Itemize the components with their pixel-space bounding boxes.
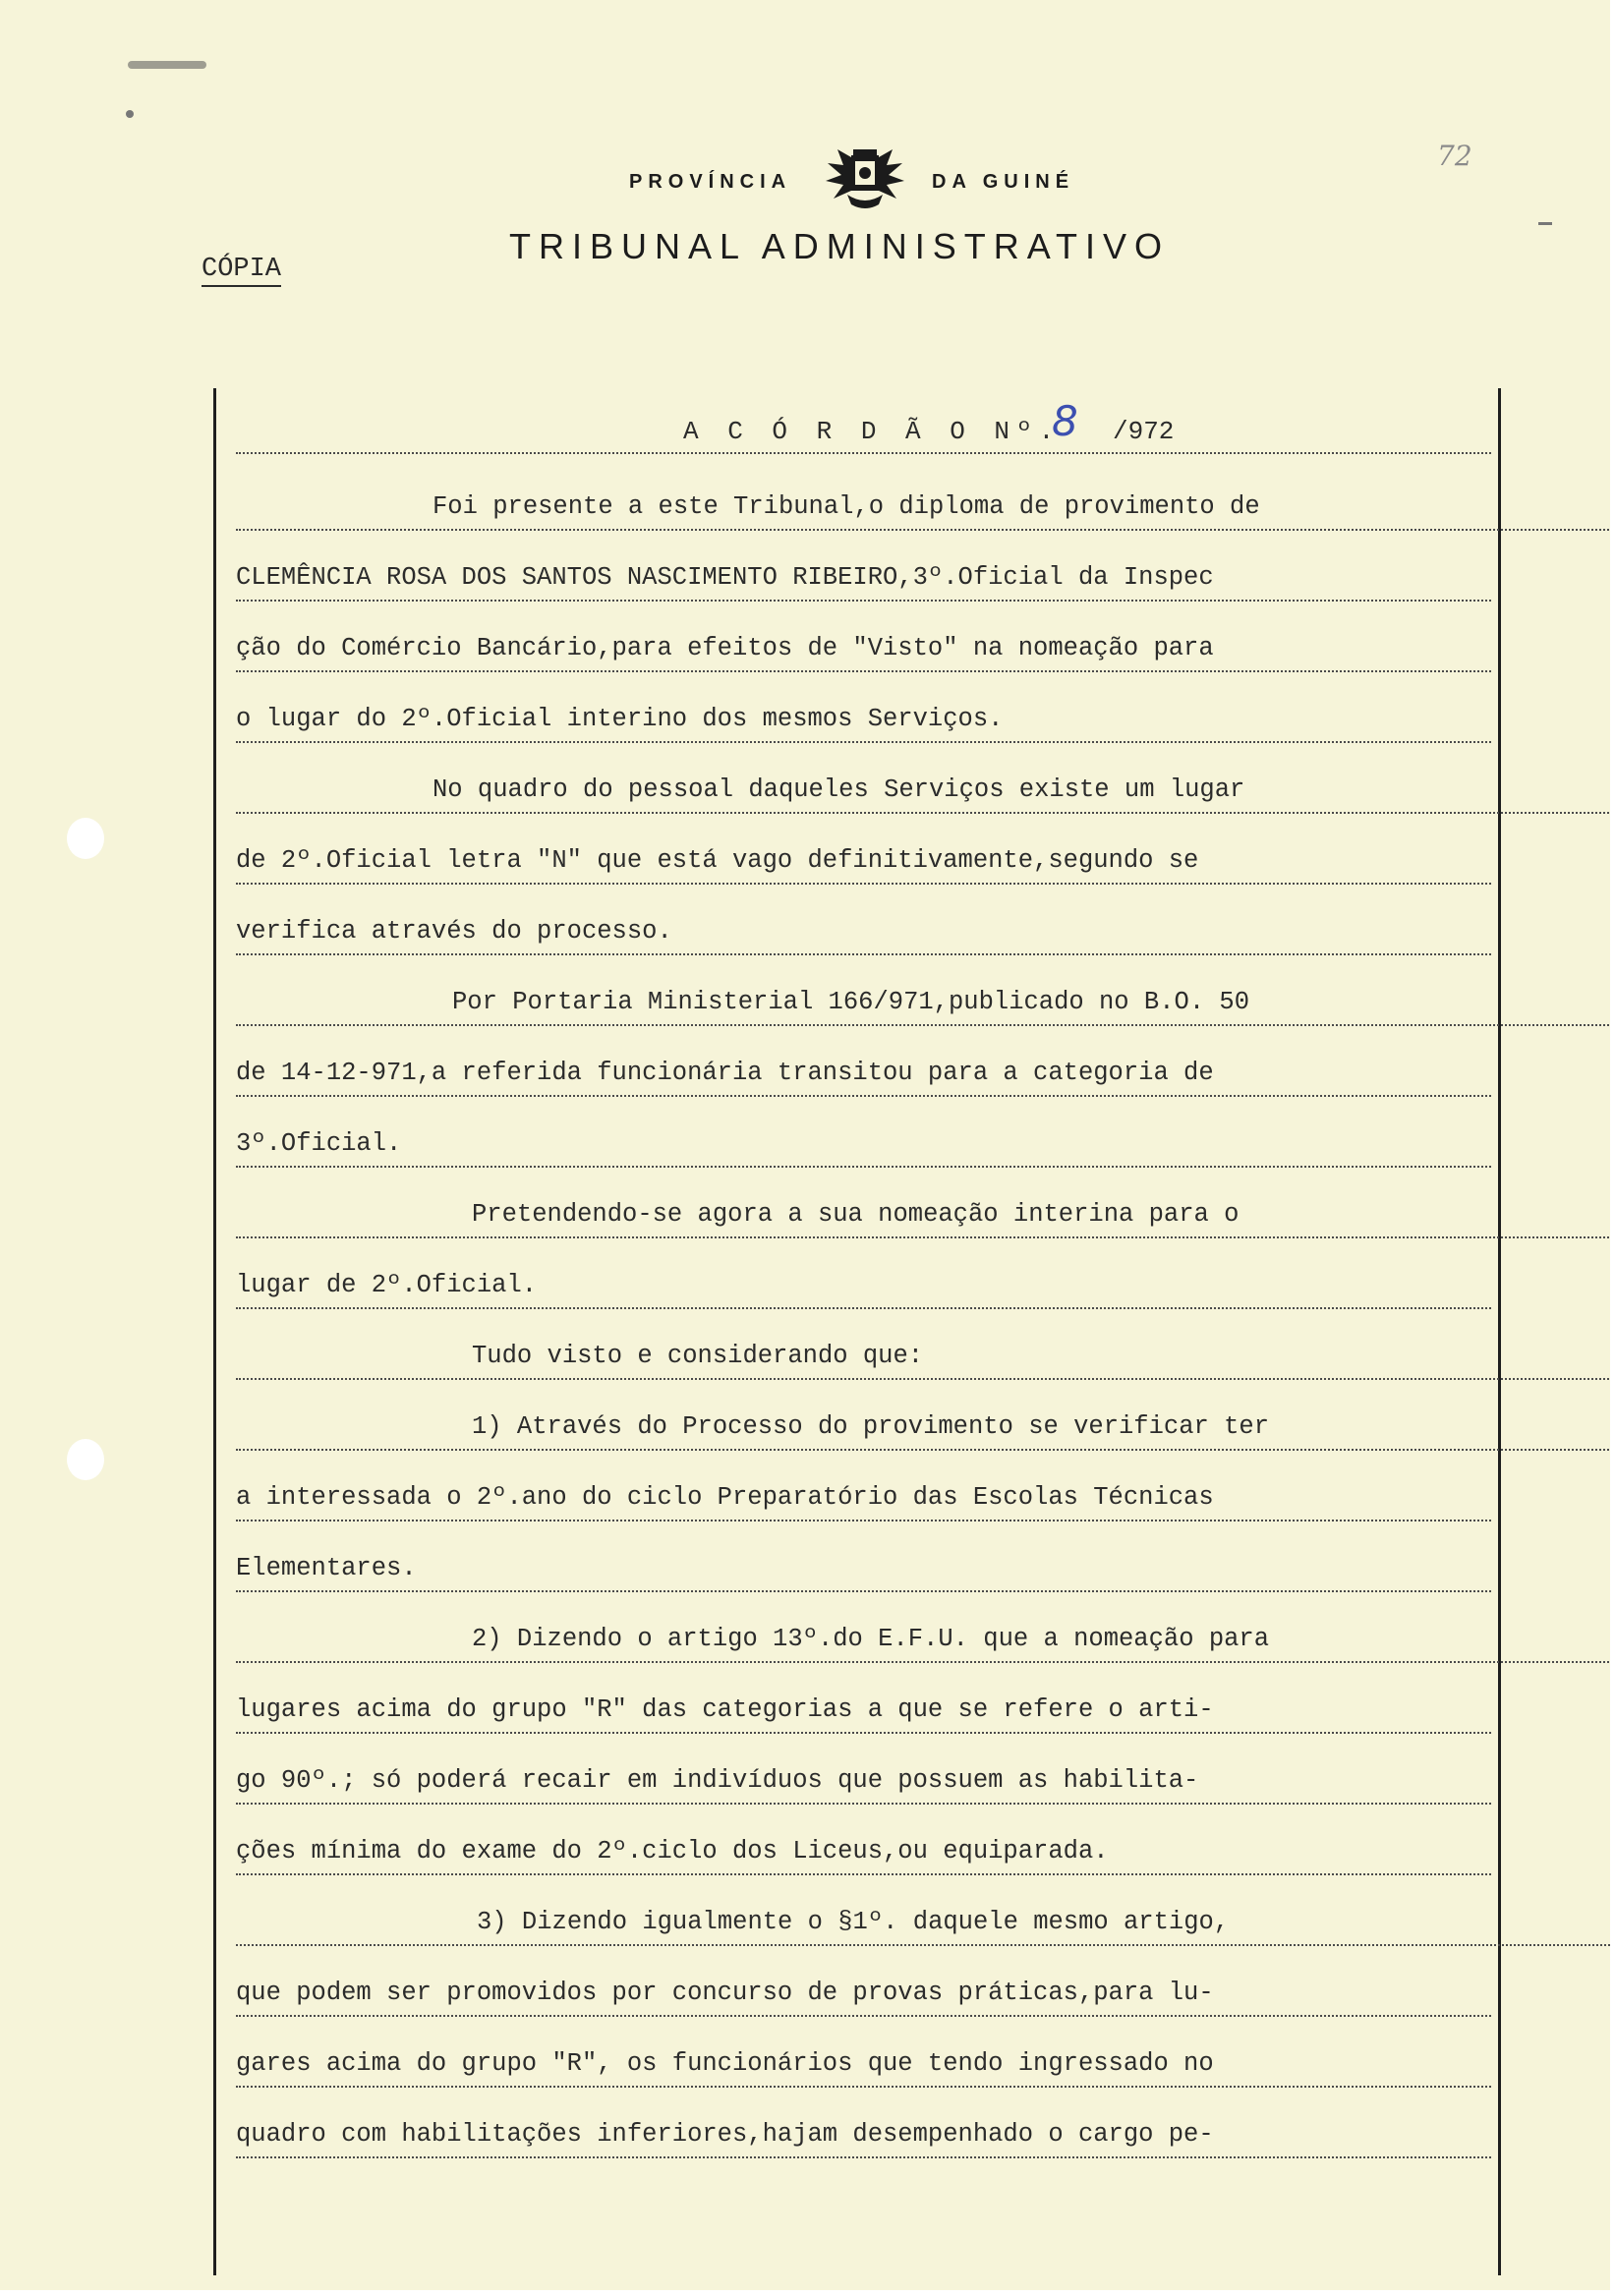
text-line: 1) Através do Processo do provimento se verificar ter [236,1406,1610,1451]
text-line: que podem ser promovidos por concurso de provas práticas,para lu- [236,1972,1491,2017]
text-line: Elementares. [236,1547,1491,1592]
text-line: lugares acima do grupo "R" das categorias a que se refere o arti- [236,1689,1491,1734]
copy-label: CÓPIA [202,254,281,287]
text-line: Pretendendo-se agora a sua nomeação interina para o [236,1193,1610,1238]
page-annotation: 72 [1437,140,1472,172]
text-line: ções mínima do exame do 2º.ciclo dos Liceus,ou equiparada. [236,1830,1491,1875]
ruling-title [236,397,1491,454]
text-line: o lugar do 2º.Oficial interino dos mesmos Serviços. [236,698,1491,743]
text-line: CLEMÊNCIA ROSA DOS SANTOS NASCIMENTO RIBEIRO,3º.Oficial da Inspec [236,556,1491,602]
text-line: ção do Comércio Bancário,para efeitos de "Visto" na nomeação para [236,627,1491,672]
punch-hole [67,1439,104,1480]
text-line: Tudo visto e considerando que: [236,1335,1610,1380]
text-line: de 2º.Oficial letra "N" que está vago definitivamente,segundo se [236,839,1491,885]
punch-hole [67,818,104,859]
letterhead-right: DA GUINÉ [932,171,1075,193]
text-line: go 90º.; só poderá recair em indivíduos que possuem as habilita- [236,1759,1491,1805]
text-line: verifica através do processo. [236,910,1491,955]
ruling-number: 8 [1052,397,1078,445]
text-line: No quadro do pessoal daqueles Serviços existe um lugar [236,769,1610,814]
margin-mark [1538,222,1552,225]
text-line: 2) Dizendo o artigo 13º.do E.F.U. que a nomeação para [236,1618,1610,1663]
ink-dot [126,110,134,118]
text-line: Foi presente a este Tribunal,o diploma de provimento de [236,486,1610,531]
text-line: 3) Dizendo igualmente o §1º. daquele mesmo artigo, [236,1901,1610,1946]
text-line: quadro com habilitações inferiores,hajam desempenhado o cargo pe- [236,2113,1491,2158]
institution-title: TRIBUNAL ADMINISTRATIVO [509,226,1171,266]
right-margin-rule [1498,388,1501,2275]
text-line: lugar de 2º.Oficial. [236,1264,1491,1309]
letterhead-left: PROVÍNCIA [629,171,792,193]
ink-smudge [128,61,206,69]
text-line: 3º.Oficial. [236,1122,1491,1168]
text-line: gares acima do grupo "R", os funcionários que tendo ingressado no [236,2042,1491,2088]
text-line: Por Portaria Ministerial 166/971,publicado no B.O. 50 [236,981,1610,1026]
coat-of-arms-icon [818,145,912,224]
text-line: a interessada o 2º.ano do ciclo Preparatório das Escolas Técnicas [236,1476,1491,1521]
text-line: de 14-12-971,a referida funcionária transitou para a categoria de [236,1052,1491,1097]
ruling-year: /972 [1113,417,1175,446]
left-margin-rule [213,388,216,2275]
ruling-title-label: A C Ó R D Ã O Nº. [683,417,1062,446]
letterhead [0,157,1610,216]
